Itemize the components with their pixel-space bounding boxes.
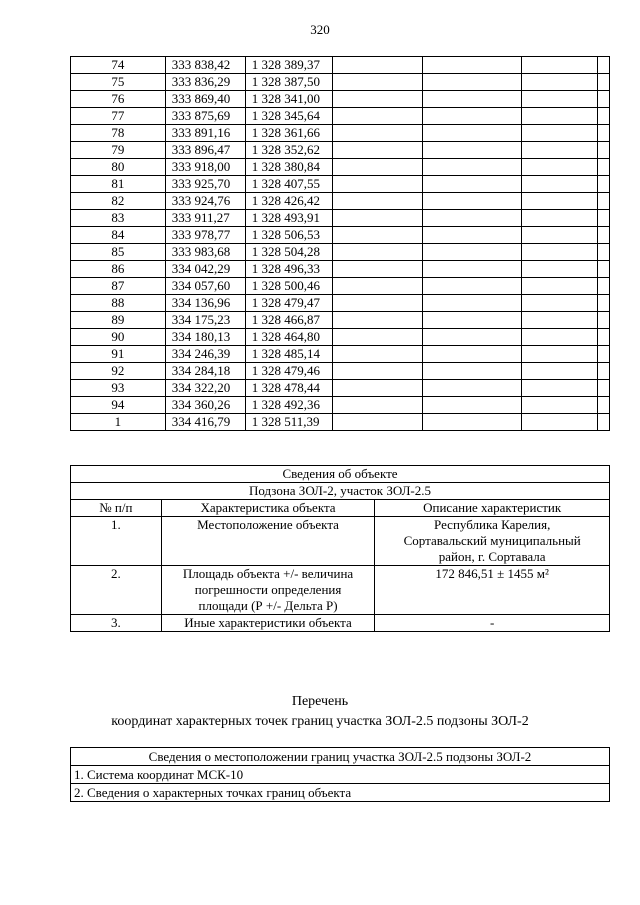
- coordinate-row: [71, 176, 610, 193]
- point-number: 92: [71, 363, 166, 380]
- coordinate-row: [71, 397, 610, 414]
- coordinate-y: 1 328 345,64: [245, 108, 332, 125]
- row-description: Республика Карелия, Сортавальский муниципальный район, г. Сортавала: [375, 517, 610, 566]
- empty-cell: [332, 193, 423, 210]
- empty-cell: [423, 363, 522, 380]
- empty-cell: [597, 312, 609, 329]
- empty-cell: [597, 329, 609, 346]
- coordinate-x: 333 983,68: [165, 244, 245, 261]
- coordinate-y: 1 328 464,80: [245, 329, 332, 346]
- object-info-table: [70, 465, 610, 632]
- coordinate-y: 1 328 479,47: [245, 295, 332, 312]
- location-info-title: Сведения о местоположении границ участка ЗОЛ-2.5 подзоны ЗОЛ-2: [71, 748, 610, 766]
- header-characteristic: Характеристика объекта: [161, 500, 375, 517]
- empty-cell: [522, 295, 598, 312]
- empty-cell: [332, 227, 423, 244]
- coordinate-y: 1 328 407,55: [245, 176, 332, 193]
- empty-cell: [332, 74, 423, 91]
- coordinate-x: 333 891,16: [165, 125, 245, 142]
- coordinate-y: 1 328 380,84: [245, 159, 332, 176]
- empty-cell: [332, 91, 423, 108]
- coordinate-x: 334 284,18: [165, 363, 245, 380]
- coordinate-x: 334 136,96: [165, 295, 245, 312]
- empty-cell: [597, 74, 609, 91]
- point-number: 89: [71, 312, 166, 329]
- empty-cell: [522, 193, 598, 210]
- coordinate-row: [71, 380, 610, 397]
- point-number: 91: [71, 346, 166, 363]
- object-info-subtitle: Подзона ЗОЛ-2, участок ЗОЛ-2.5: [71, 483, 610, 500]
- coordinate-x: 334 322,20: [165, 380, 245, 397]
- coordinate-x: 333 911,27: [165, 210, 245, 227]
- coordinate-y: 1 328 387,50: [245, 74, 332, 91]
- coordinate-row: [71, 74, 610, 91]
- coordinate-y: 1 328 352,62: [245, 142, 332, 159]
- coordinate-row: [71, 193, 610, 210]
- empty-cell: [423, 159, 522, 176]
- empty-cell: [332, 108, 423, 125]
- empty-cell: [423, 57, 522, 74]
- empty-cell: [522, 142, 598, 159]
- empty-cell: [332, 244, 423, 261]
- empty-cell: [597, 125, 609, 142]
- coordinate-row: [71, 261, 610, 278]
- coordinate-y: 1 328 341,00: [245, 91, 332, 108]
- empty-cell: [332, 380, 423, 397]
- coordinate-row: [71, 91, 610, 108]
- empty-cell: [332, 176, 423, 193]
- coordinate-row: [71, 210, 610, 227]
- empty-cell: [423, 91, 522, 108]
- coordinate-x: 333 875,69: [165, 108, 245, 125]
- point-number: 90: [71, 329, 166, 346]
- point-number: 79: [71, 142, 166, 159]
- empty-cell: [423, 244, 522, 261]
- empty-cell: [423, 295, 522, 312]
- empty-cell: [332, 295, 423, 312]
- empty-cell: [423, 312, 522, 329]
- object-info-subtitle-row: [71, 483, 610, 500]
- coordinate-row: [71, 244, 610, 261]
- point-number: 83: [71, 210, 166, 227]
- coordinate-x: 333 925,70: [165, 176, 245, 193]
- empty-cell: [332, 397, 423, 414]
- empty-cell: [423, 210, 522, 227]
- coordinate-y: 1 328 478,44: [245, 380, 332, 397]
- location-info-row: [71, 766, 610, 784]
- empty-cell: [597, 176, 609, 193]
- coordinate-y: 1 328 493,91: [245, 210, 332, 227]
- point-number: 86: [71, 261, 166, 278]
- coordinate-y: 1 328 511,39: [245, 414, 332, 431]
- empty-cell: [597, 414, 609, 431]
- coordinate-row: [71, 159, 610, 176]
- empty-cell: [522, 244, 598, 261]
- point-number: 93: [71, 380, 166, 397]
- empty-cell: [597, 346, 609, 363]
- empty-cell: [522, 278, 598, 295]
- coordinate-row: [71, 295, 610, 312]
- empty-cell: [423, 414, 522, 431]
- empty-cell: [332, 329, 423, 346]
- empty-cell: [597, 397, 609, 414]
- point-number: 81: [71, 176, 166, 193]
- coordinate-y: 1 328 479,46: [245, 363, 332, 380]
- coordinate-x: 333 838,42: [165, 57, 245, 74]
- location-info-row: [71, 784, 610, 802]
- coordinate-x: 334 042,29: [165, 261, 245, 278]
- coordinate-x: 334 175,23: [165, 312, 245, 329]
- header-number: № п/п: [71, 500, 162, 517]
- row-characteristic: Иные характеристики объекта: [161, 615, 375, 632]
- list-heading-line2: координат характерных точек границ участка ЗОЛ-2.5 подзоны ЗОЛ-2: [111, 714, 529, 729]
- coordinate-x: 334 246,39: [165, 346, 245, 363]
- coordinate-x: 334 416,79: [165, 414, 245, 431]
- empty-cell: [332, 261, 423, 278]
- empty-cell: [522, 346, 598, 363]
- empty-cell: [597, 91, 609, 108]
- coordinate-row: [71, 329, 610, 346]
- row-characteristic: Площадь объекта +/- величина погрешности определения площади (Р +/- Дельта Р): [161, 566, 375, 615]
- empty-cell: [597, 57, 609, 74]
- empty-cell: [522, 363, 598, 380]
- empty-cell: [522, 125, 598, 142]
- point-number: 87: [71, 278, 166, 295]
- empty-cell: [423, 397, 522, 414]
- point-number: 1: [71, 414, 166, 431]
- coordinate-y: 1 328 492,36: [245, 397, 332, 414]
- coordinate-row: [71, 125, 610, 142]
- empty-cell: [597, 278, 609, 295]
- coordinate-y: 1 328 361,66: [245, 125, 332, 142]
- coordinate-y: 1 328 389,37: [245, 57, 332, 74]
- header-description: Описание характеристик: [375, 500, 610, 517]
- coordinate-row: [71, 142, 610, 159]
- point-number: 75: [71, 74, 166, 91]
- empty-cell: [522, 108, 598, 125]
- empty-cell: [522, 380, 598, 397]
- location-info-table: [70, 747, 610, 802]
- coordinate-y: 1 328 466,87: [245, 312, 332, 329]
- point-number: 78: [71, 125, 166, 142]
- empty-cell: [597, 295, 609, 312]
- coordinate-x: 333 924,76: [165, 193, 245, 210]
- row-description: 172 846,51 ± 1455 м²: [375, 566, 610, 615]
- empty-cell: [522, 397, 598, 414]
- coordinate-row: [71, 57, 610, 74]
- coordinate-x: 333 836,29: [165, 74, 245, 91]
- coordinates-table-body: [71, 57, 610, 431]
- empty-cell: [332, 363, 423, 380]
- empty-cell: [522, 227, 598, 244]
- empty-cell: [522, 74, 598, 91]
- empty-cell: [332, 159, 423, 176]
- point-number: 88: [71, 295, 166, 312]
- row-id: 2.: [71, 566, 162, 615]
- coordinates-table: [70, 56, 610, 431]
- coordinate-row: [71, 312, 610, 329]
- empty-cell: [597, 261, 609, 278]
- empty-cell: [332, 414, 423, 431]
- coordinate-x: 334 057,60: [165, 278, 245, 295]
- empty-cell: [597, 227, 609, 244]
- object-info-row: [71, 517, 610, 566]
- empty-cell: [423, 227, 522, 244]
- coordinate-x: 334 180,13: [165, 329, 245, 346]
- empty-cell: [423, 108, 522, 125]
- coordinate-x: 333 869,40: [165, 91, 245, 108]
- object-info-row: [71, 615, 610, 632]
- row-description: -: [375, 615, 610, 632]
- row-characteristic: Местоположение объекта: [161, 517, 375, 566]
- empty-cell: [423, 74, 522, 91]
- coordinate-y: 1 328 506,53: [245, 227, 332, 244]
- empty-cell: [597, 142, 609, 159]
- empty-cell: [597, 244, 609, 261]
- point-number: 84: [71, 227, 166, 244]
- row-id: 1.: [71, 517, 162, 566]
- point-number: 76: [71, 91, 166, 108]
- coordinate-row: [71, 108, 610, 125]
- coordinate-x: 333 978,77: [165, 227, 245, 244]
- empty-cell: [522, 57, 598, 74]
- object-info-row: [71, 566, 610, 615]
- empty-cell: [332, 57, 423, 74]
- page-number: 320: [310, 22, 330, 37]
- empty-cell: [332, 210, 423, 227]
- object-info-title-row: [71, 466, 610, 483]
- empty-cell: [423, 125, 522, 142]
- point-number: 85: [71, 244, 166, 261]
- coordinate-row: [71, 346, 610, 363]
- empty-cell: [597, 159, 609, 176]
- empty-cell: [522, 210, 598, 227]
- object-info-title: Сведения об объекте: [71, 466, 610, 483]
- empty-cell: [423, 278, 522, 295]
- coordinate-row: [71, 363, 610, 380]
- coordinate-y: 1 328 496,33: [245, 261, 332, 278]
- empty-cell: [522, 159, 598, 176]
- empty-cell: [522, 312, 598, 329]
- point-number: 74: [71, 57, 166, 74]
- coordinate-y: 1 328 426,42: [245, 193, 332, 210]
- empty-cell: [597, 108, 609, 125]
- coordinate-x: 333 896,47: [165, 142, 245, 159]
- coordinate-y: 1 328 485,14: [245, 346, 332, 363]
- point-number: 77: [71, 108, 166, 125]
- coordinate-x: 333 918,00: [165, 159, 245, 176]
- empty-cell: [522, 91, 598, 108]
- empty-cell: [332, 278, 423, 295]
- coordinate-y: 1 328 500,46: [245, 278, 332, 295]
- empty-cell: [522, 176, 598, 193]
- empty-cell: [423, 142, 522, 159]
- object-info-header-row: [71, 500, 610, 517]
- empty-cell: [597, 363, 609, 380]
- empty-cell: [332, 346, 423, 363]
- empty-cell: [332, 312, 423, 329]
- empty-cell: [522, 261, 598, 278]
- location-info-item: 1. Система координат МСК-10: [71, 766, 610, 784]
- empty-cell: [423, 261, 522, 278]
- coordinate-row: [71, 278, 610, 295]
- row-id: 3.: [71, 615, 162, 632]
- empty-cell: [332, 125, 423, 142]
- point-number: 80: [71, 159, 166, 176]
- empty-cell: [423, 193, 522, 210]
- location-info-item: 2. Сведения о характерных точках границ объекта: [71, 784, 610, 802]
- empty-cell: [597, 210, 609, 227]
- empty-cell: [597, 193, 609, 210]
- coordinate-x: 334 360,26: [165, 397, 245, 414]
- empty-cell: [522, 329, 598, 346]
- empty-cell: [423, 329, 522, 346]
- coordinate-row: [71, 227, 610, 244]
- empty-cell: [597, 380, 609, 397]
- coordinate-row: [71, 414, 610, 431]
- empty-cell: [423, 380, 522, 397]
- point-number: 82: [71, 193, 166, 210]
- empty-cell: [423, 346, 522, 363]
- empty-cell: [332, 142, 423, 159]
- empty-cell: [423, 176, 522, 193]
- list-heading-line1: Перечень: [291, 694, 349, 709]
- point-number: 94: [71, 397, 166, 414]
- coordinate-y: 1 328 504,28: [245, 244, 332, 261]
- location-info-title-row: [71, 748, 610, 766]
- empty-cell: [522, 414, 598, 431]
